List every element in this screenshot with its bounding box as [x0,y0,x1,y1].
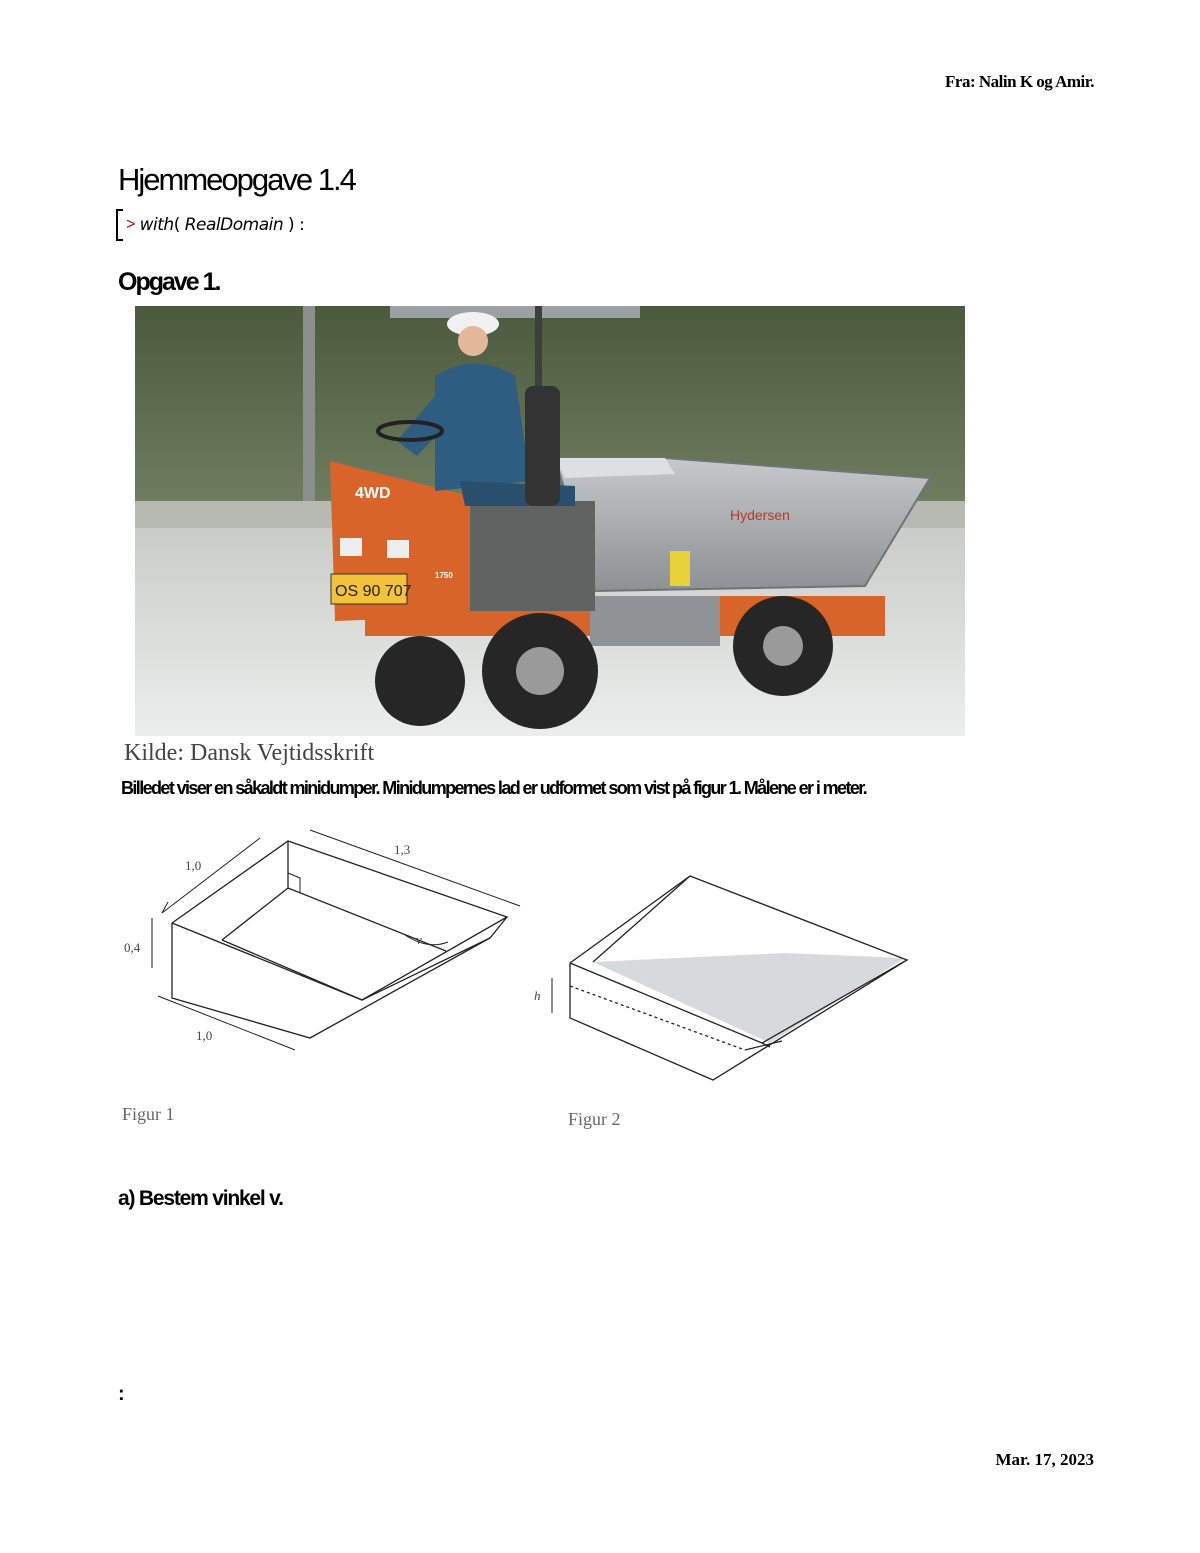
dim-h: h [534,988,541,1003]
section-title: Opgave 1. [118,268,220,296]
command-code[interactable] [140,215,305,235]
description-text: Billedet viser en såkaldt minidumper. Minidumpernes lad er udformet som vist på figur 1. Målene er i meter. [121,778,867,798]
footer-date: Mar. 17, 2023 [995,1450,1094,1469]
dump-bucket [555,458,930,591]
figure-2-label: Figur 2 [568,1109,621,1129]
command-terminator: : [299,215,305,235]
figure-1-label: Figur 1 [122,1104,175,1124]
badge-text: 4WD [355,485,391,502]
figure-2-labels [534,988,621,1129]
command-function: with [139,215,174,235]
angle-label: v [416,932,422,947]
maple-command-line[interactable] [116,208,304,242]
figure-2 [552,876,907,1080]
question-a: a) Bestem vinkel v. [118,1187,283,1210]
document-title: Hjemmeopgave 1.4 [118,162,355,197]
dim-height: 0,4 [124,940,141,955]
command-open-paren: ( [173,215,180,235]
model-text: 1750 [435,571,453,580]
command-prompt: > [126,216,136,234]
dim-bottom: 1,0 [196,1028,213,1043]
figures [110,818,930,1138]
trailing-input-line[interactable]: : [118,1383,125,1405]
dim-top-left: 1,0 [185,858,202,873]
bucket-brand-text: Hydersen [730,507,790,523]
dim-top-right: 1,3 [394,842,411,857]
figure-1 [152,830,520,1050]
header-author: Fra: Nalin K og Amir. [945,72,1094,91]
minidumper-photo [135,306,965,736]
command-close-paren: ) [288,215,295,235]
command-argument: RealDomain [184,215,284,235]
license-plate-text: OS 90 707 [335,583,412,600]
figure-1-labels [122,842,422,1124]
execution-group-bracket[interactable] [116,209,123,241]
photo-source-caption: Kilde: Dansk Vejtidsskrift [124,740,375,766]
